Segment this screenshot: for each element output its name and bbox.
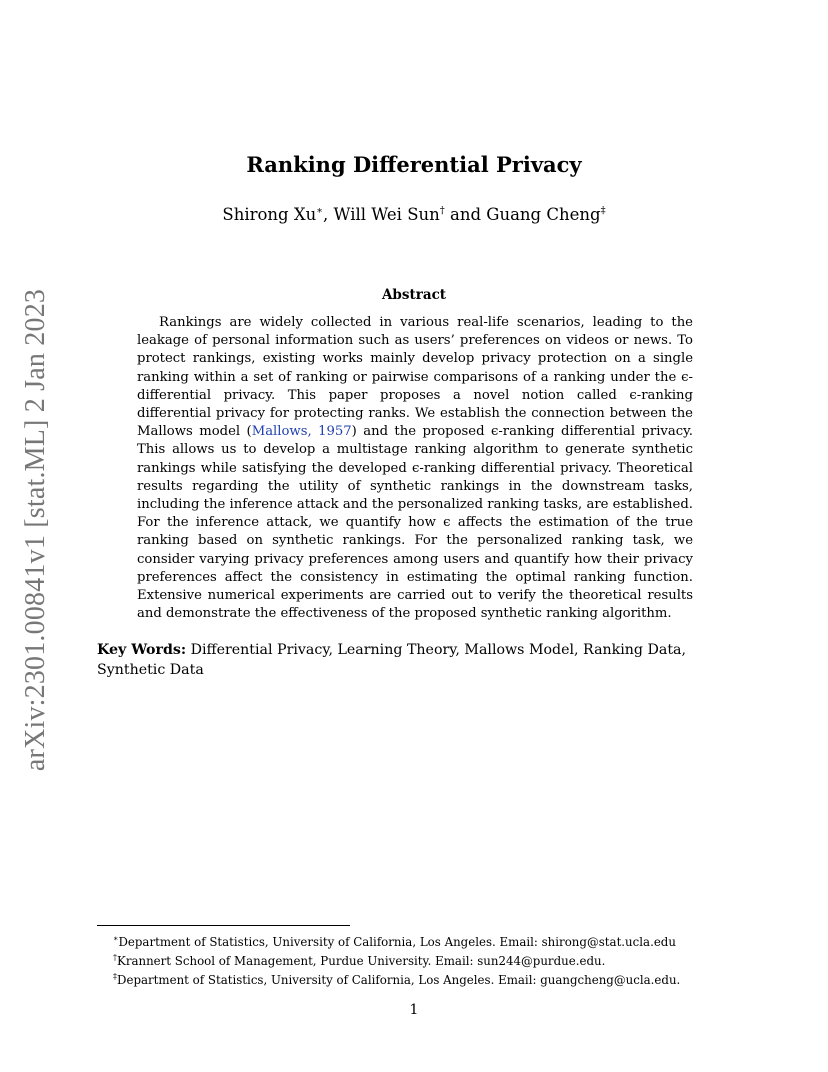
footnote-marker: † [113,952,117,962]
footnote-marker[interactable]: † [439,205,445,217]
abstract-text: ) and the proposed ϵ-ranking differential privacy. This allows us to develop a multistage ranking algorithm to generate synthetic rankings while satisfying the developed ϵ-ranking differential privacy. Theoretical results regarding the utility of synthetic rankings in the downstream tasks, including the inference attack and the personalized ranking tasks, are established. For the inference attack, we quantify how ϵ affects the estimation of the true ranking based on synthetic rankings. For the personalized ranking task, we consider varying privacy preferences among users and quantify how their privacy preferences affect the consistency in estimating the optimal ranking function. Extensive numerical experiments are carried out to verify the theoretical results and demonstrate the effectiveness of the proposed synthetic ranking algorithm. [137,424,693,622]
keywords-label: Key Words: [97,642,187,658]
keywords-text: Differential Privacy, Learning Theory, Mallows Model, Ranking Data, Synthetic Data [97,642,687,678]
footnote-marker: ∗ [113,934,119,943]
author-separator: , [323,205,334,224]
footnote-text: Department of Statistics, University of California, Los Angeles. Email: shirong@stat.ucla.edu [118,934,676,949]
footnote-marker[interactable]: ‡ [600,205,606,217]
author-name: Shirong Xu [222,205,317,224]
footnote-text: Krannert School of Management, Purdue University. Email: sun244@purdue.edu. [117,953,606,968]
arxiv-identifier: arXiv:2301.00841v1 [stat.ML] 2 Jan 2023 [20,288,51,772]
paper-title: Ranking Differential Privacy [246,152,582,177]
author-separator: and [444,205,487,224]
footnote [113,969,733,988]
footnote-marker[interactable]: ∗ [316,205,324,217]
page-number: 1 [409,1002,419,1018]
footnote-marker: ‡ [113,971,117,981]
citation-link[interactable]: Mallows, 1957 [251,424,352,440]
footnote [113,950,733,969]
footnotes [113,931,733,988]
footnote-text: Department of Statistics, University of California, Los Angeles. Email: guangcheng@ucla.edu. [117,972,681,987]
author-name: Will Wei Sun [333,205,440,224]
abstract-body [137,314,693,623]
author-list [0,205,828,224]
keywords [97,640,733,680]
footnote-divider [97,925,350,926]
author-name: Guang Cheng [486,205,601,224]
abstract-heading: Abstract [381,287,447,303]
arxiv-sidebar [22,290,50,770]
footnote [113,931,733,950]
abstract-text: Rankings are widely collected in various real-life scenarios, leading to the leakage of personal information such as users’ preferences on videos or news. To protect rankings, existing works mainly develop privacy protection on a single ranking within a set of ranking or pairwise comparisons of a ranking under the ϵ-differential privacy. This paper proposes a novel notion called ϵ-ranking differential privacy for protecting ranks. We establish the connection between the Mallows model ( [137,315,693,440]
